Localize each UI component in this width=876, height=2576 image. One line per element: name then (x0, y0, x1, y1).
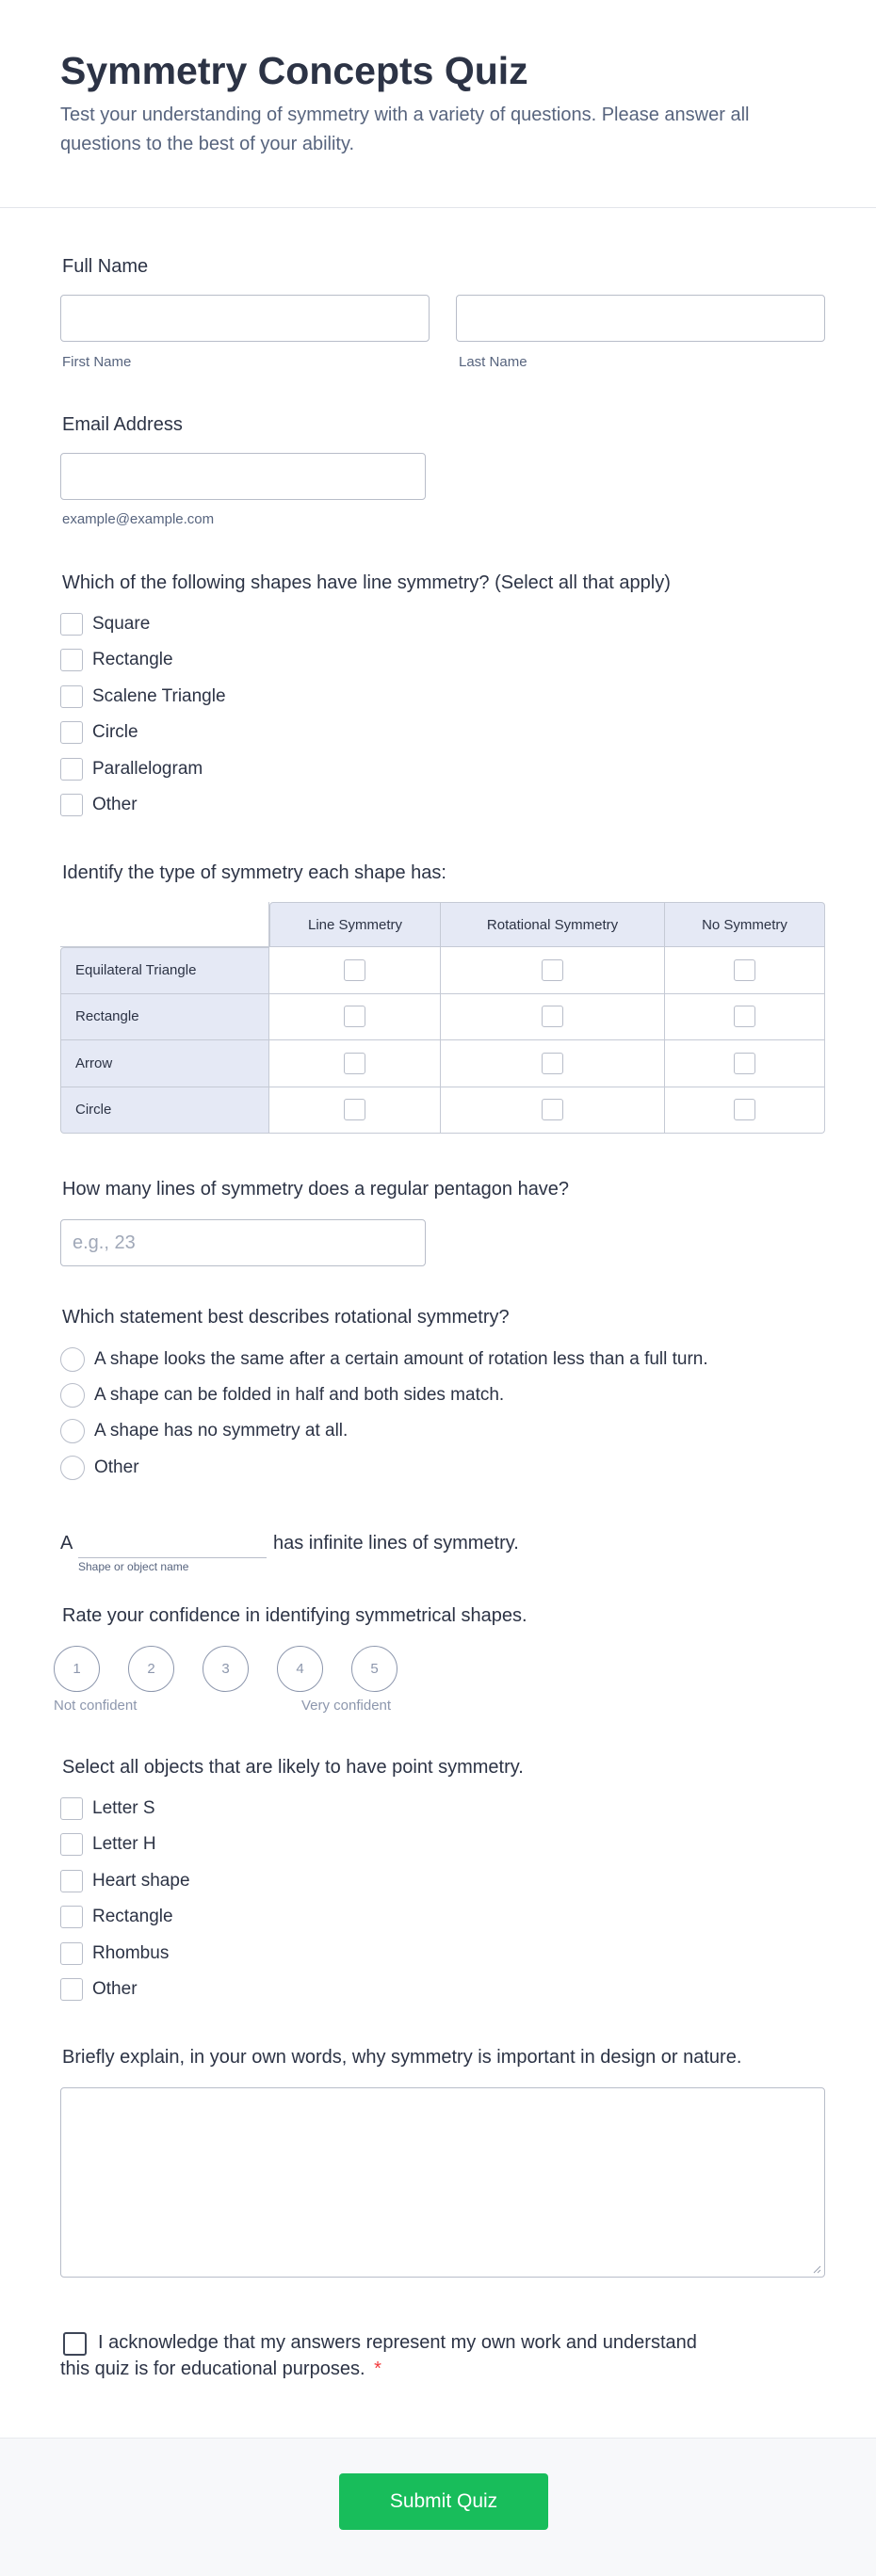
full-name-label: Full Name (62, 256, 149, 277)
matrix-cell[interactable] (441, 1087, 665, 1135)
point-symmetry-option[interactable] (60, 1832, 156, 1857)
rotational-option[interactable] (60, 1456, 139, 1480)
option-label: Letter H (92, 1834, 156, 1854)
point-symmetry-option[interactable] (60, 1796, 155, 1821)
matrix-cell[interactable] (269, 947, 441, 994)
line-symmetry-question: Which of the following shapes have line symmetry? (Select all that apply) (62, 572, 671, 593)
confidence-question: Rate your confidence in identifying symmetrical shapes. (62, 1605, 527, 1626)
rating-option-4[interactable]: 4 (277, 1646, 323, 1692)
option-label: Scalene Triangle (92, 686, 226, 706)
checkbox[interactable] (542, 959, 563, 981)
matrix-row (60, 1087, 825, 1135)
matrix-corner (60, 902, 269, 947)
matrix-row-header: Rectangle (60, 994, 269, 1041)
matrix-cell[interactable] (665, 1040, 825, 1087)
pentagon-question: How many lines of symmetry does a regular pentagon have? (62, 1179, 570, 1199)
matrix-column-header: Line Symmetry (269, 902, 441, 947)
checkbox[interactable] (734, 1099, 755, 1120)
option-label: Circle (92, 722, 138, 742)
point-symmetry-option[interactable] (60, 1977, 138, 2002)
matrix-row (60, 947, 825, 994)
point-symmetry-option[interactable] (60, 1905, 173, 1929)
option-label: Other (92, 795, 138, 814)
checkbox[interactable] (344, 1053, 365, 1074)
last-name-input[interactable] (456, 295, 825, 342)
matrix-column-header: Rotational Symmetry (441, 902, 665, 947)
first-name-sublabel: First Name (62, 354, 132, 370)
checkbox[interactable] (60, 721, 83, 744)
acknowledge-text-line2 (60, 2359, 381, 2380)
email-input[interactable] (60, 453, 426, 500)
line-symmetry-option[interactable] (60, 684, 226, 709)
matrix-cell[interactable] (269, 1087, 441, 1135)
checkbox[interactable] (734, 959, 755, 981)
matrix-cell[interactable] (441, 1040, 665, 1087)
acknowledge-text-line1: I acknowledge that my answers represent my own work and understand (98, 2332, 697, 2353)
checkbox[interactable] (60, 794, 83, 816)
matrix-row (60, 1040, 825, 1087)
acknowledge-checkbox[interactable] (63, 2332, 87, 2356)
matrix-row-header: Arrow (60, 1040, 269, 1087)
radio[interactable] (60, 1419, 85, 1443)
option-label: Other (94, 1457, 139, 1477)
point-symmetry-option[interactable] (60, 1869, 190, 1893)
radio[interactable] (60, 1347, 85, 1372)
line-symmetry-option[interactable] (60, 612, 150, 636)
rotational-option[interactable] (60, 1419, 348, 1443)
checkbox[interactable] (542, 1053, 563, 1074)
checkbox[interactable] (344, 959, 365, 981)
form-description: Test your understanding of symmetry with a variety of questions. Please answer all questions to the best of your ability. (60, 105, 750, 154)
first-name-input[interactable] (60, 295, 430, 342)
matrix-cell[interactable] (269, 1040, 441, 1087)
fill-blank-input[interactable] (78, 1541, 267, 1558)
point-symmetry-question: Select all objects that are likely to have point symmetry. (62, 1757, 524, 1778)
matrix-question: Identify the type of symmetry each shape has: (62, 862, 446, 883)
checkbox[interactable] (60, 649, 83, 671)
option-label: A shape can be folded in half and both sides match. (94, 1385, 505, 1405)
rating-option-2[interactable]: 2 (128, 1646, 174, 1692)
checkbox[interactable] (60, 1942, 83, 1965)
checkbox[interactable] (60, 1797, 83, 1820)
explain-question: Briefly explain, in your own words, why symmetry is important in design or nature. (62, 2047, 742, 2068)
matrix-cell[interactable] (441, 947, 665, 994)
rating-option-5[interactable]: 5 (351, 1646, 397, 1692)
fill-blank-suffix: has infinite lines of symmetry. (273, 1533, 519, 1554)
checkbox[interactable] (60, 758, 83, 781)
matrix-cell[interactable] (665, 1087, 825, 1135)
checkbox[interactable] (60, 613, 83, 636)
line-symmetry-option[interactable] (60, 648, 173, 672)
checkbox[interactable] (542, 1099, 563, 1120)
matrix-row (60, 994, 825, 1041)
radio[interactable] (60, 1456, 85, 1480)
required-marker: * (374, 2359, 381, 2379)
option-label: Other (92, 1979, 138, 1999)
matrix-cell[interactable] (665, 994, 825, 1041)
matrix-row-header: Circle (60, 1087, 269, 1135)
line-symmetry-option[interactable] (60, 793, 138, 817)
fill-blank-sublabel: Shape or object name (78, 1560, 189, 1573)
checkbox[interactable] (60, 1833, 83, 1856)
rating-option-3[interactable]: 3 (203, 1646, 249, 1692)
checkbox[interactable] (60, 1906, 83, 1928)
option-label: Parallelogram (92, 759, 203, 779)
acknowledge-text: this quiz is for educational purposes. (60, 2359, 365, 2379)
form-header (0, 0, 876, 208)
checkbox[interactable] (734, 1006, 755, 1027)
line-symmetry-option[interactable] (60, 757, 203, 781)
checkbox[interactable] (60, 685, 83, 708)
option-label: Rhombus (92, 1943, 170, 1963)
explain-textarea[interactable] (60, 2087, 825, 2278)
point-symmetry-option[interactable] (60, 1941, 169, 1966)
rating-low-label: Not confident (54, 1698, 138, 1714)
option-label: Square (92, 614, 151, 634)
rating-option-1[interactable]: 1 (54, 1646, 100, 1692)
matrix-cell[interactable] (441, 994, 665, 1041)
checkbox[interactable] (542, 1006, 563, 1027)
form-title: Symmetry Concepts Quiz (60, 49, 528, 92)
matrix-cell[interactable] (269, 994, 441, 1041)
rating-high-label: Very confident (301, 1698, 392, 1714)
checkbox[interactable] (60, 1870, 83, 1892)
line-symmetry-option[interactable] (60, 720, 138, 745)
email-label: Email Address (62, 414, 183, 435)
rotational-option[interactable] (60, 1383, 504, 1408)
option-label: Rectangle (92, 650, 173, 669)
checkbox[interactable] (344, 1006, 365, 1027)
checkbox[interactable] (734, 1053, 755, 1074)
option-label: Letter S (92, 1798, 155, 1818)
option-label: Rectangle (92, 1907, 173, 1926)
option-label: A shape looks the same after a certain amount of rotation less than a full turn. (94, 1349, 708, 1369)
resize-handle-icon[interactable] (813, 2265, 821, 2274)
submit-button[interactable]: Submit Quiz (339, 2473, 548, 2530)
symmetry-matrix (60, 902, 825, 1134)
checkbox[interactable] (60, 1978, 83, 2001)
matrix-row-header: Equilateral Triangle (60, 947, 269, 994)
fill-blank-prefix: A (60, 1533, 73, 1554)
last-name-sublabel: Last Name (459, 354, 527, 370)
radio[interactable] (60, 1383, 85, 1408)
pentagon-number-input[interactable]: e.g., 23 (60, 1219, 426, 1266)
matrix-cell[interactable] (665, 947, 825, 994)
matrix-column-header: No Symmetry (665, 902, 825, 947)
rotational-option[interactable] (60, 1347, 708, 1372)
option-label: A shape has no symmetry at all. (94, 1421, 349, 1441)
checkbox[interactable] (344, 1099, 365, 1120)
rotational-question: Which statement best describes rotational symmetry? (62, 1307, 510, 1328)
email-sublabel: example@example.com (62, 511, 215, 527)
option-label: Heart shape (92, 1871, 190, 1891)
